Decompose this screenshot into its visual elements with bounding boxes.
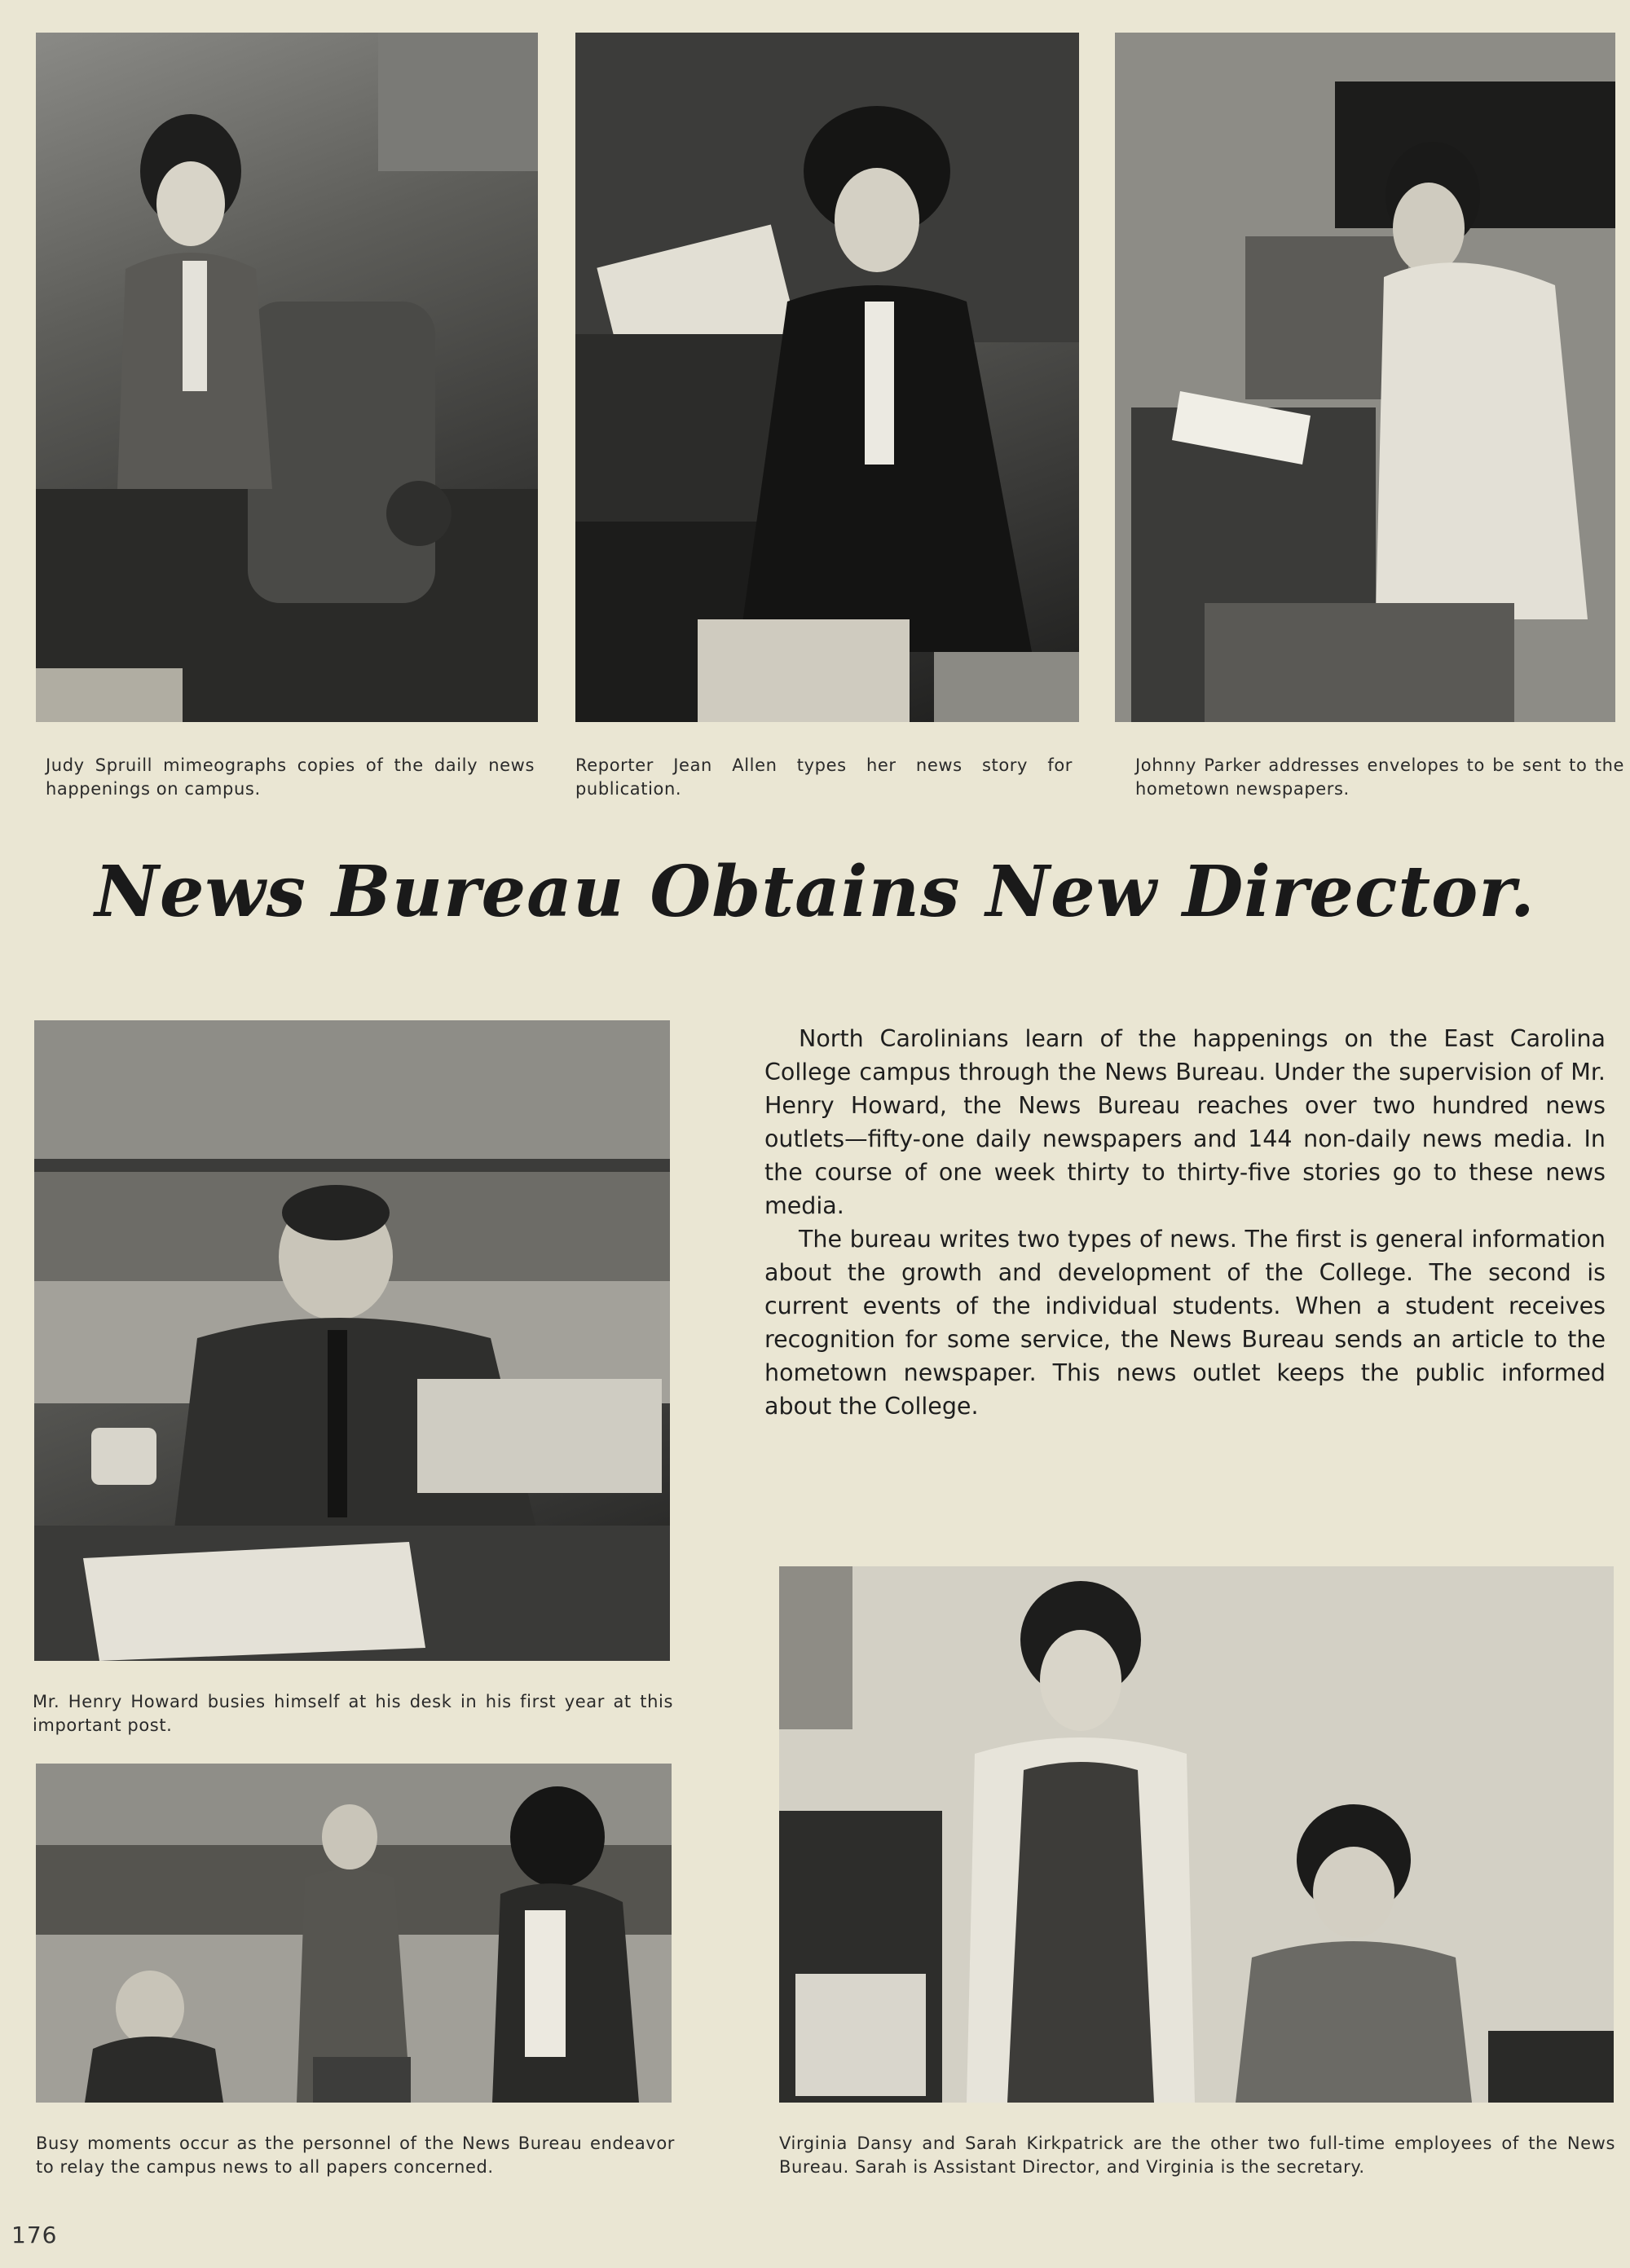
caption-jean-allen: Reporter Jean Allen types her news story for publication.	[575, 755, 1073, 799]
caption-busy-moments: Busy moments occur as the personnel of the News Bureau endeavor to relay the campus news to all papers concerned.	[36, 2134, 675, 2177]
photo-judy-spruill-artwork	[36, 33, 538, 722]
photo-johnny-parker-artwork	[1115, 33, 1615, 722]
page-number: 176	[11, 2222, 58, 2248]
photo-henry-howard-desk	[34, 1020, 670, 1661]
caption-dansy-kirkpatrick: Virginia Dansy and Sarah Kirkpatrick are the other two full-time employees of the News Bureau. Sarah is Assistant Director, and Virginia is the secretary.	[779, 2134, 1615, 2177]
article-paragraph: The bureau writes two types of news. The first is general information about the growth and development of the College. The second is current events of the individual students. When a student receives recognition for some service, the News Bureau sends an article to the hometown newspaper. This news outlet keeps the public informed about the College.	[764, 1226, 1606, 1420]
caption-johnny-parker: Johnny Parker addresses envelopes to be sent to the hometown newspapers.	[1135, 755, 1624, 799]
photo-judy-spruill-mimeograph	[36, 33, 538, 722]
photo-jean-allen-artwork	[575, 33, 1079, 722]
page-headline: News Bureau Obtains New Director.	[95, 851, 1535, 933]
article-body	[764, 1022, 1606, 1423]
photo-jean-allen-typing	[575, 33, 1079, 722]
caption-judy-spruill: Judy Spruill mimeographs copies of the daily news happenings on campus.	[46, 755, 535, 799]
photo-busy-moments-personnel	[36, 1764, 672, 2103]
article-paragraph: North Carolinians learn of the happenings on the East Carolina College campus through the News Bureau. Under the supervision of Mr. Henry Howard, the News Bureau reaches over two hundred news outlets—fifty-one daily newspapers and 144 non-daily news media. In the course of one week thirty to thirty-five stories go to these news media.	[764, 1025, 1606, 1219]
photo-johnny-parker-envelopes	[1115, 33, 1615, 722]
photo-busy-moments-artwork	[36, 1764, 672, 2103]
photo-henry-howard-artwork	[34, 1020, 670, 1661]
caption-henry-howard: Mr. Henry Howard busies himself at his desk in his first year at this important post.	[33, 1692, 673, 1735]
photo-dansy-kirkpatrick-artwork	[779, 1566, 1614, 2103]
photo-dansy-kirkpatrick	[779, 1566, 1614, 2103]
